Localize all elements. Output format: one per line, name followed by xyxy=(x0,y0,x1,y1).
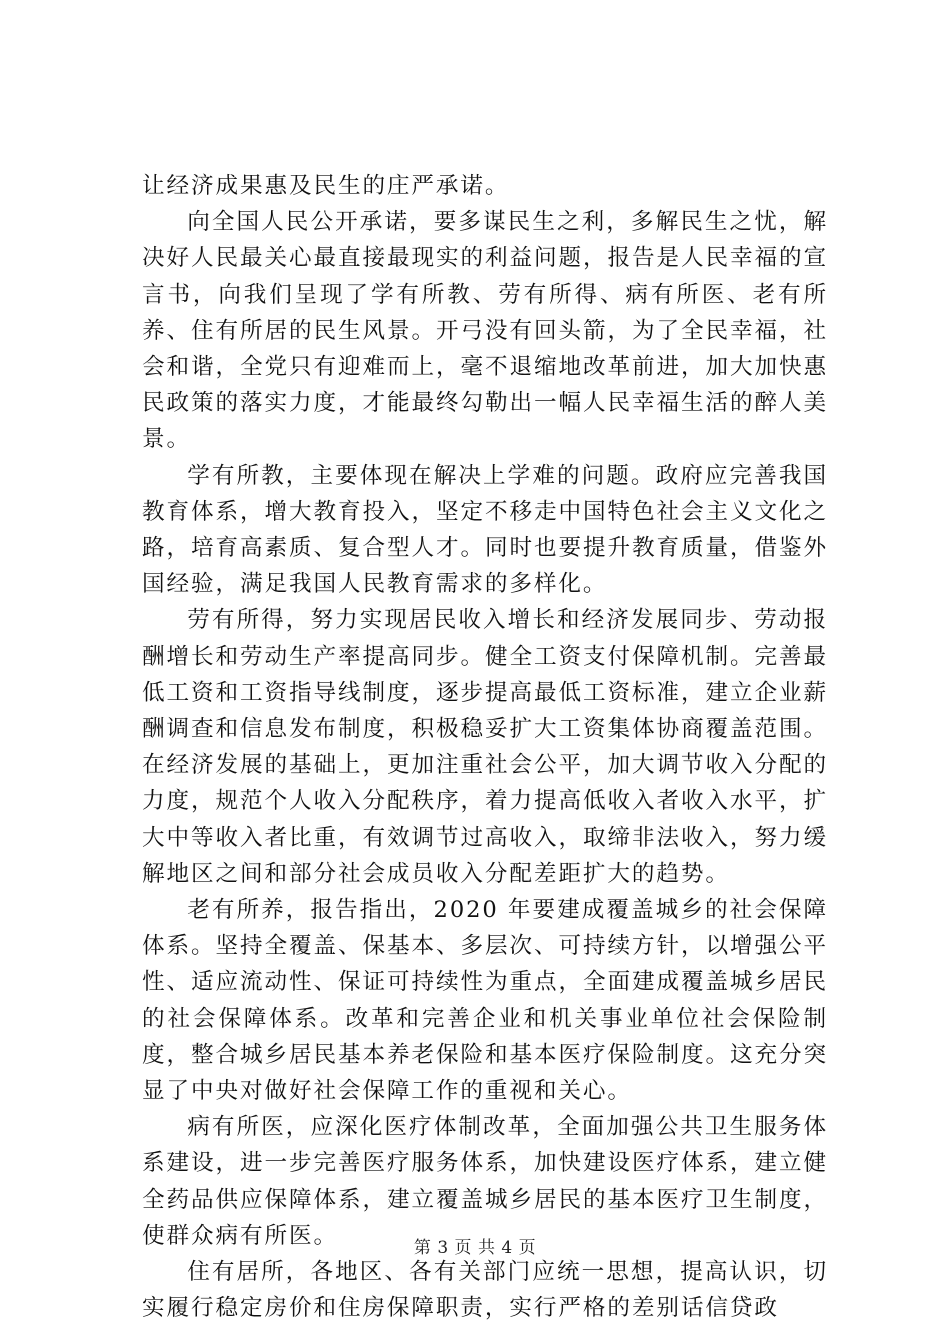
document-body xyxy=(142,168,828,1327)
paragraph-housing: 住有居所，各地区、各有关部门应统一思想，提高认识，切实履行稳定房价和住房保障职责，实行严格的差别话信贷政 xyxy=(142,1259,828,1322)
paragraph-continuation: 让经济成果惠及民生的庄严承诺。 xyxy=(142,173,510,199)
page-number-footer: 第 3 页 共 4 页 xyxy=(413,1238,537,1258)
paragraph-education: 学有所教，主要体现在解决上学难的问题。政府应完善我国教育体系，增大教育投入，坚定不移走中国特色社会主义文化之路，培育高素质、复合型人才。同时也要提升教育质量，借鉴外国经验，满足我国人民教育需求的多样化。 xyxy=(142,462,828,598)
paragraph-public-promise: 向全国人民公开承诺，要多谋民生之利，多解民生之忧，解决好人民最关心最直接最现实的利益问题，报告是人民幸福的宣言书，向我们呈现了学有所教、劳有所得、病有所医、老有所养、住有所居的民生风景。开弓没有回头箭，为了全民幸福，社会和谐，全党只有迎难而上，毫不退缩地改革前进，加大加快惠民政策的落实力度，才能最终勾勒出一幅人民幸福生活的醉人美景。 xyxy=(142,209,828,453)
paragraph-income: 劳有所得，努力实现居民收入增长和经济发展同步、劳动报酬增长和劳动生产率提高同步。健全工资支付保障机制。完善最低工资和工资指导线制度，逐步提高最低工资标准，建立企业薪酬调查和信息发布制度，积极稳妥扩大工资集体协商覆盖范围。在经济发展的基础上，更加注重社会公平，加大调节收入分配的力度，规范个人收入分配秩序，着力提高低收入者收入水平，扩大中等收入者比重，有效调节过高收入，取缔非法收入，努力缓解地区之间和部分社会成员收入分配差距扩大的趋势。 xyxy=(142,607,828,887)
paragraph-elderly-care: 老有所养，报告指出，2020 年要建成覆盖城乡的社会保障体系。坚持全覆盖、保基本、多层次、可持续方针，以增强公平性、适应流动性、保证可持续性为重点，全面建成覆盖城乡居民的社会保障体系。改革和完善企业和机关事业单位社会保险制度，整合城乡居民基本养老保险和基本医疗保险制度。这充分突显了中央对做好社会保障工作的重视和关心。 xyxy=(142,897,828,1105)
paragraph-medical: 病有所医，应深化医疗体制改革，全面加强公共卫生服务体系建设，进一步完善医疗服务体系，加快建设医疗体系，建立健全药品供应保障体系，建立覆盖城乡居民的基本医疗卫生制度，使群众病有所医。 xyxy=(142,1114,828,1249)
